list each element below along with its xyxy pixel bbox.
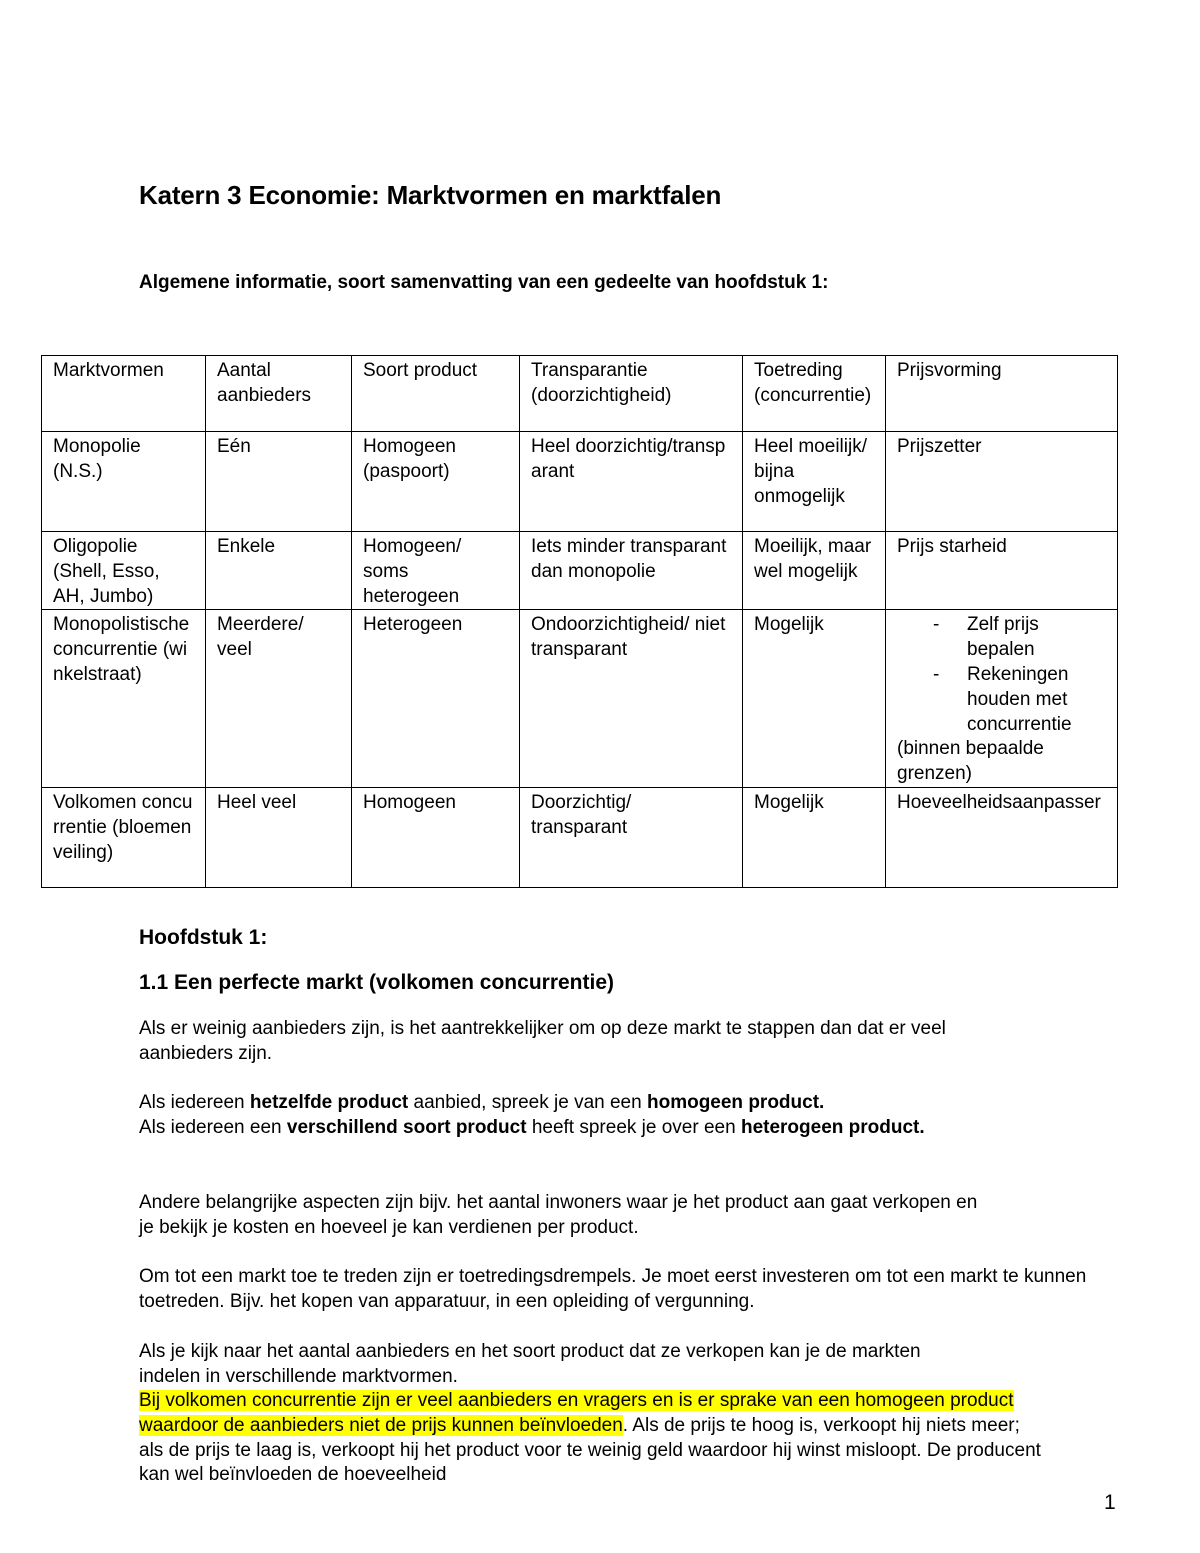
table-cell: Monopolie (N.S.) (42, 432, 206, 532)
paragraph: Als je kijk naar het aantal aanbieders en het soort product dat ze verkopen kan je de markten indelen in verschillende marktvormen. (139, 1341, 921, 1387)
list-item: - Zelf prijs bepalen (897, 613, 1107, 663)
bold-term: verschillend soort product (286, 1116, 527, 1138)
table-cell: Homogeen (paspoort) (352, 432, 520, 532)
table-cell: Monopolistische concurrentie (winkelstraat) (42, 610, 206, 788)
document-subtitle: Algemene informatie, soort samenvatting van een gedeelte van hoofdstuk 1: (139, 272, 829, 293)
table-cell: Moeilijk, maar wel mogelijk (743, 532, 886, 610)
bold-term: hetzelfde product (249, 1092, 409, 1113)
table-row (42, 610, 1118, 788)
bold-term: homogeen product. (646, 1092, 825, 1113)
table-header-row (42, 356, 1118, 432)
header-cell: Marktvormen (42, 356, 206, 432)
table-row (42, 432, 1118, 532)
paragraph: Als er weinig aanbieders zijn, is het aantrekkelijker om op deze markt te stappen dan dat er veel aanbieders zijn. (139, 1018, 946, 1064)
paragraph: Andere belangrijke aspecten zijn bijv. het aantal inwoners waar je het product aan gaat verkopen en je bekijk je kosten en hoeveel je kan verdienen per product. (139, 1192, 978, 1238)
header-cell: Soort product (352, 356, 520, 432)
text-run: . Als de prijs te hoog is, verkoopt hij niets meer; als de prijs te laag is, verkoopt hij het product voor te weinig geld waardoor hij winst misloopt. De producent kan wel beïnvloeden de hoeveelheid (139, 1414, 1041, 1486)
table-row (42, 787, 1118, 887)
header-cell: Transparantie (doorzichtigheid) (520, 356, 743, 432)
document-title: Katern 3 Economie: Marktvormen en marktfalen (139, 180, 722, 210)
table-cell: Iets minder transparant dan monopolie (520, 532, 743, 610)
text-run: Als iedereen (139, 1092, 250, 1113)
table-cell: Volkomen concurrentie (bloemenveiling) (42, 787, 206, 887)
table-cell: Prijszetter (886, 432, 1118, 532)
list-item: - Rekeningen houden met concurrentie (897, 663, 1107, 737)
table-cell: Mogelijk (743, 787, 886, 887)
table-cell (886, 610, 1118, 788)
table-cell: Prijs starheid (886, 532, 1118, 610)
text-run: heeft spreek je over een (526, 1116, 741, 1138)
table-cell: Homogeen/ soms heterogeen (352, 532, 520, 610)
table-cell: Enkele (206, 532, 352, 610)
bold-term: heterogeen product. (740, 1116, 925, 1138)
table-cell: Ondoorzichtigheid/ niet transparant (520, 610, 743, 788)
price-setting-note: (binnen bepaalde grenzen) (897, 738, 1044, 785)
text-run: Als iedereen een (139, 1116, 287, 1138)
table-row (42, 532, 1118, 610)
table-cell: Meerdere/ veel (206, 610, 352, 788)
highlighted-text: Bij volkomen concurrentie zijn er veel aanbieders en vragers en is er sprake van een homogeen product waardoor de aanbieders niet de prijs kunnen beïnvloeden (139, 1390, 1014, 1436)
table-cell: Heel veel (206, 787, 352, 887)
header-cell: Toetreding (concurrentie) (743, 356, 886, 432)
table-cell: Heterogeen (352, 610, 520, 788)
table-cell: Oligopolie (Shell, Esso, AH, Jumbo) (42, 532, 206, 610)
page-number: 1 (1104, 1491, 1116, 1514)
paragraph: Om tot een markt toe te treden zijn er toetredingsdrempels. Je moet eerst investeren om tot een markt te kunnen toetreden. Bijv. het kopen van apparatuur, in een opleiding of vergunning. (139, 1266, 1087, 1312)
header-cell: Prijsvorming (886, 356, 1118, 432)
table-cell: Heel moeilijk/ bijna onmogelijk (743, 432, 886, 532)
paragraph (139, 1091, 979, 1141)
table-cell: Heel doorzichtig/transparant (520, 432, 743, 532)
header-cell: Aantal aanbieders (206, 356, 352, 432)
table-cell: Eén (206, 432, 352, 532)
table-cell: Homogeen (352, 787, 520, 887)
table-cell: Hoeveelheidsaanpasser (886, 787, 1118, 887)
table-cell: Mogelijk (743, 610, 886, 788)
price-setting-list (897, 613, 1107, 737)
paragraph (139, 1389, 1044, 1488)
market-forms-table (41, 355, 1118, 888)
text-run: aanbied, spreek je van een (408, 1092, 647, 1113)
chapter-heading: Hoofdstuk 1: (139, 926, 268, 949)
table-cell: Doorzichtig/ transparant (520, 787, 743, 887)
section-heading: 1.1 Een perfecte markt (volkomen concurrentie) (139, 971, 614, 994)
